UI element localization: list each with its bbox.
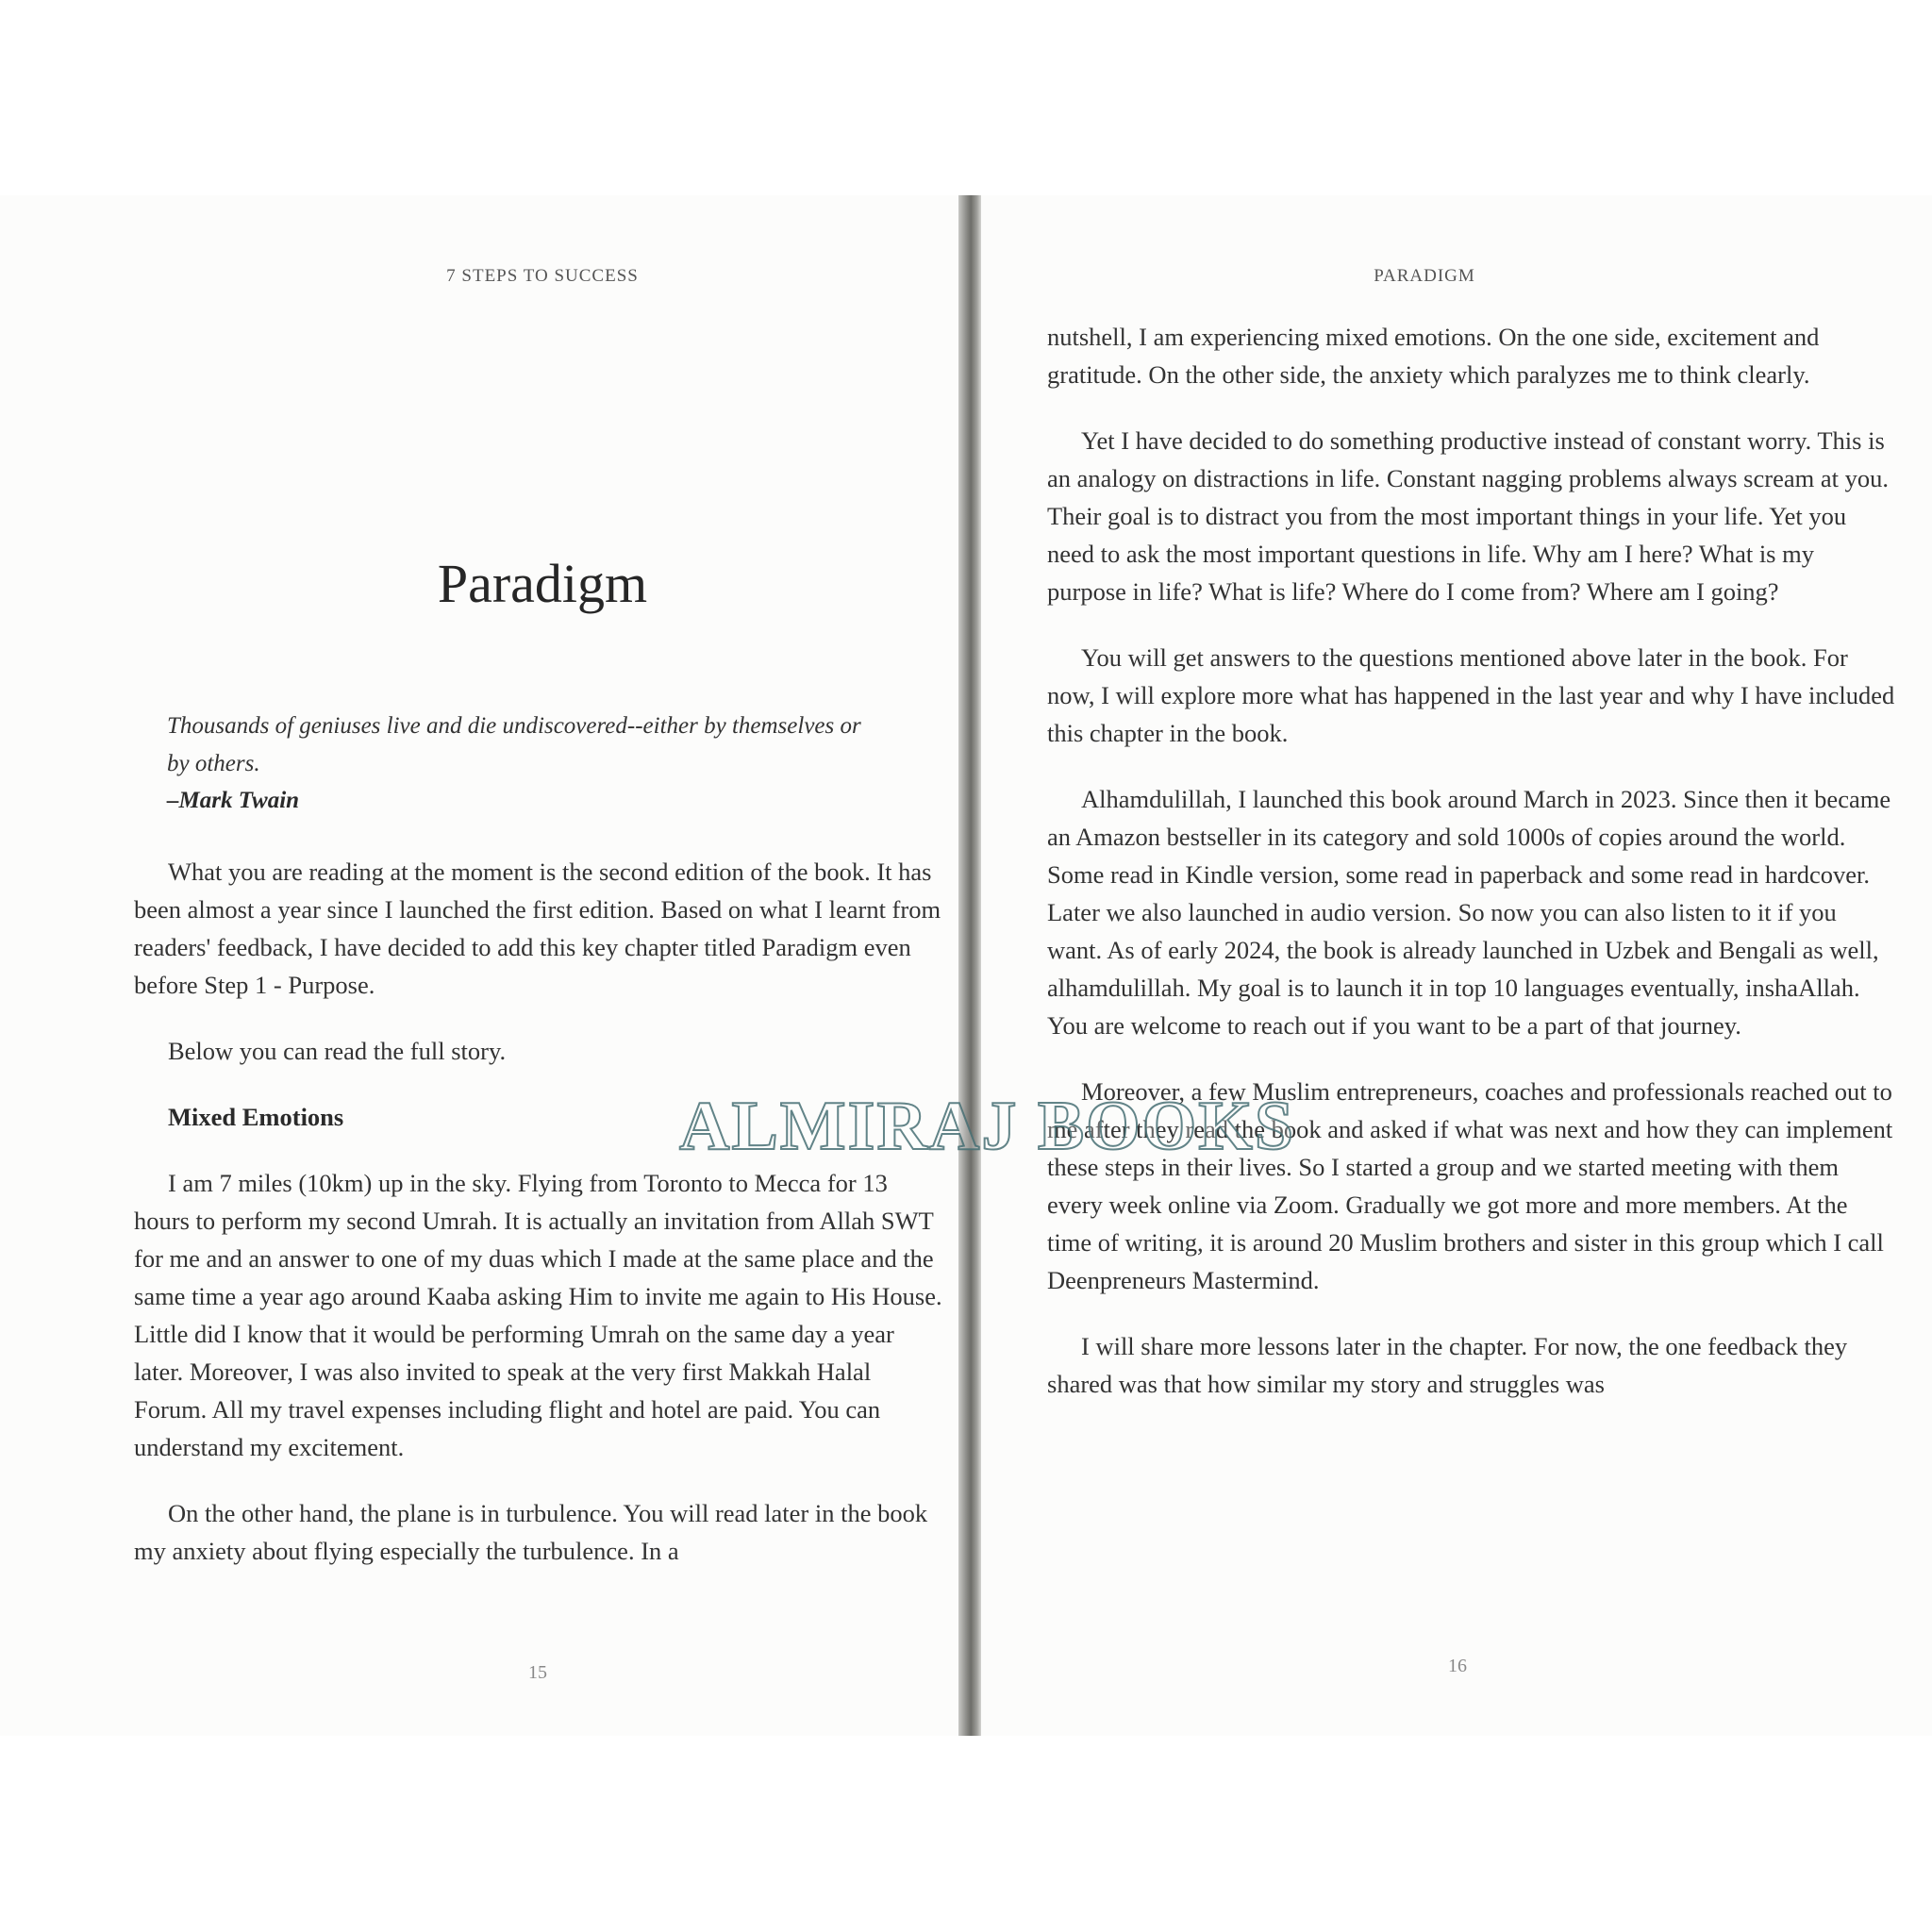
paragraph: Alhamdulillah, I launched this book around March in 2023. Since then it became an Amazon bestseller in its category and sold 1000s of copies around the world. Some read in Kindle version, some read in paperback and some read in hardcover. Later we also launched in audio version. So now you can also listen to it if you want. As of early 2024, the book is already launched in Uzbek and Bengali as well, alhamdulillah. My goal is to launch it in top 10 languages eventually, inshaAllah. You are welcome to reach out if you want to be a part of that journey. <box>1047 785 1891 1040</box>
paragraph: On the other hand, the plane is in turbulence. You will read later in the book my anxiety about flying especially the turbulence. In a <box>134 1499 928 1565</box>
right-page <box>981 195 1932 1736</box>
book-spread <box>0 195 1932 1736</box>
right-body-text <box>1047 318 1896 1431</box>
section-heading: Mixed Emotions <box>168 1103 344 1131</box>
paragraph: Below you can read the full story. <box>168 1037 507 1065</box>
paragraph: Moreover, a few Muslim entrepreneurs, coaches and professionals reached out to me after they read the book and asked if what was next and how they can implement these steps in their lives. So I started a group and we started meeting with them every week online via Zoom. Gradually we got more and more members. At the time of writing, it is around 20 Muslim brothers and sister in this group which I call Deenpreneurs Mastermind. <box>1047 1077 1893 1294</box>
chapter-title: Paradigm <box>437 553 648 614</box>
running-head: 7 STEPS TO SUCCESS <box>446 266 639 286</box>
left-page <box>0 195 958 1736</box>
paragraph: nutshell, I am experiencing mixed emotions. On the one side, excitement and gratitude. On the other side, the anxiety which paralyzes me to think clearly. <box>1047 323 1820 389</box>
paragraph: I will share more lessons later in the chapter. For now, the one feedback they shared was that how similar my story and struggles was <box>1047 1332 1848 1398</box>
paragraph: You will get answers to the questions mentioned above later in the book. For now, I will explore more what has happened in the last year and why I have included this chapter in the book. <box>1047 643 1895 747</box>
page-number: 16 <box>1448 1656 1467 1676</box>
epigraph-quote: Thousands of geniuses live and die undiscovered--either by themselves or by others. <box>167 713 861 776</box>
running-head: PARADIGM <box>1374 266 1475 286</box>
left-body-text <box>134 853 945 1598</box>
book-gutter <box>958 195 981 1736</box>
page-number: 15 <box>528 1662 547 1683</box>
watermark: ALMIRAJ BOOKS <box>679 1088 1296 1165</box>
paragraph: Yet I have decided to do something productive instead of constant worry. This is an analogy on distractions in life. Constant nagging problems always scream at you. Their goal is to distract you from the most important things in your life. Yet you need to ask the most important questions in life. Why am I here? What is my purpose in life? What is life? Where do I come from? Where am I going? <box>1047 426 1889 606</box>
paragraph: I am 7 miles (10km) up in the sky. Flying from Toronto to Mecca for 13 hours to perform my second Umrah. It is actually an invitation from Allah SWT for me and an answer to one of my duas which I made at the same place and the same time a year ago around Kaaba asking Him to invite me again to His House. Little did I know that it would be performing Umrah on the same day a year later. Moreover, I was also invited to speak at the very first Makkah Halal Forum. All my travel expenses including flight and hotel are paid. You can understand my excitement. <box>134 1169 942 1461</box>
epigraph-author: –Mark Twain <box>167 788 300 813</box>
paragraph: What you are reading at the moment is the second edition of the book. It has been almost a year since I launched the first edition. Based on what I learnt from readers' feedback, I have decided to add this key chapter titled Paradigm even before Step 1 - Purpose. <box>134 858 941 999</box>
